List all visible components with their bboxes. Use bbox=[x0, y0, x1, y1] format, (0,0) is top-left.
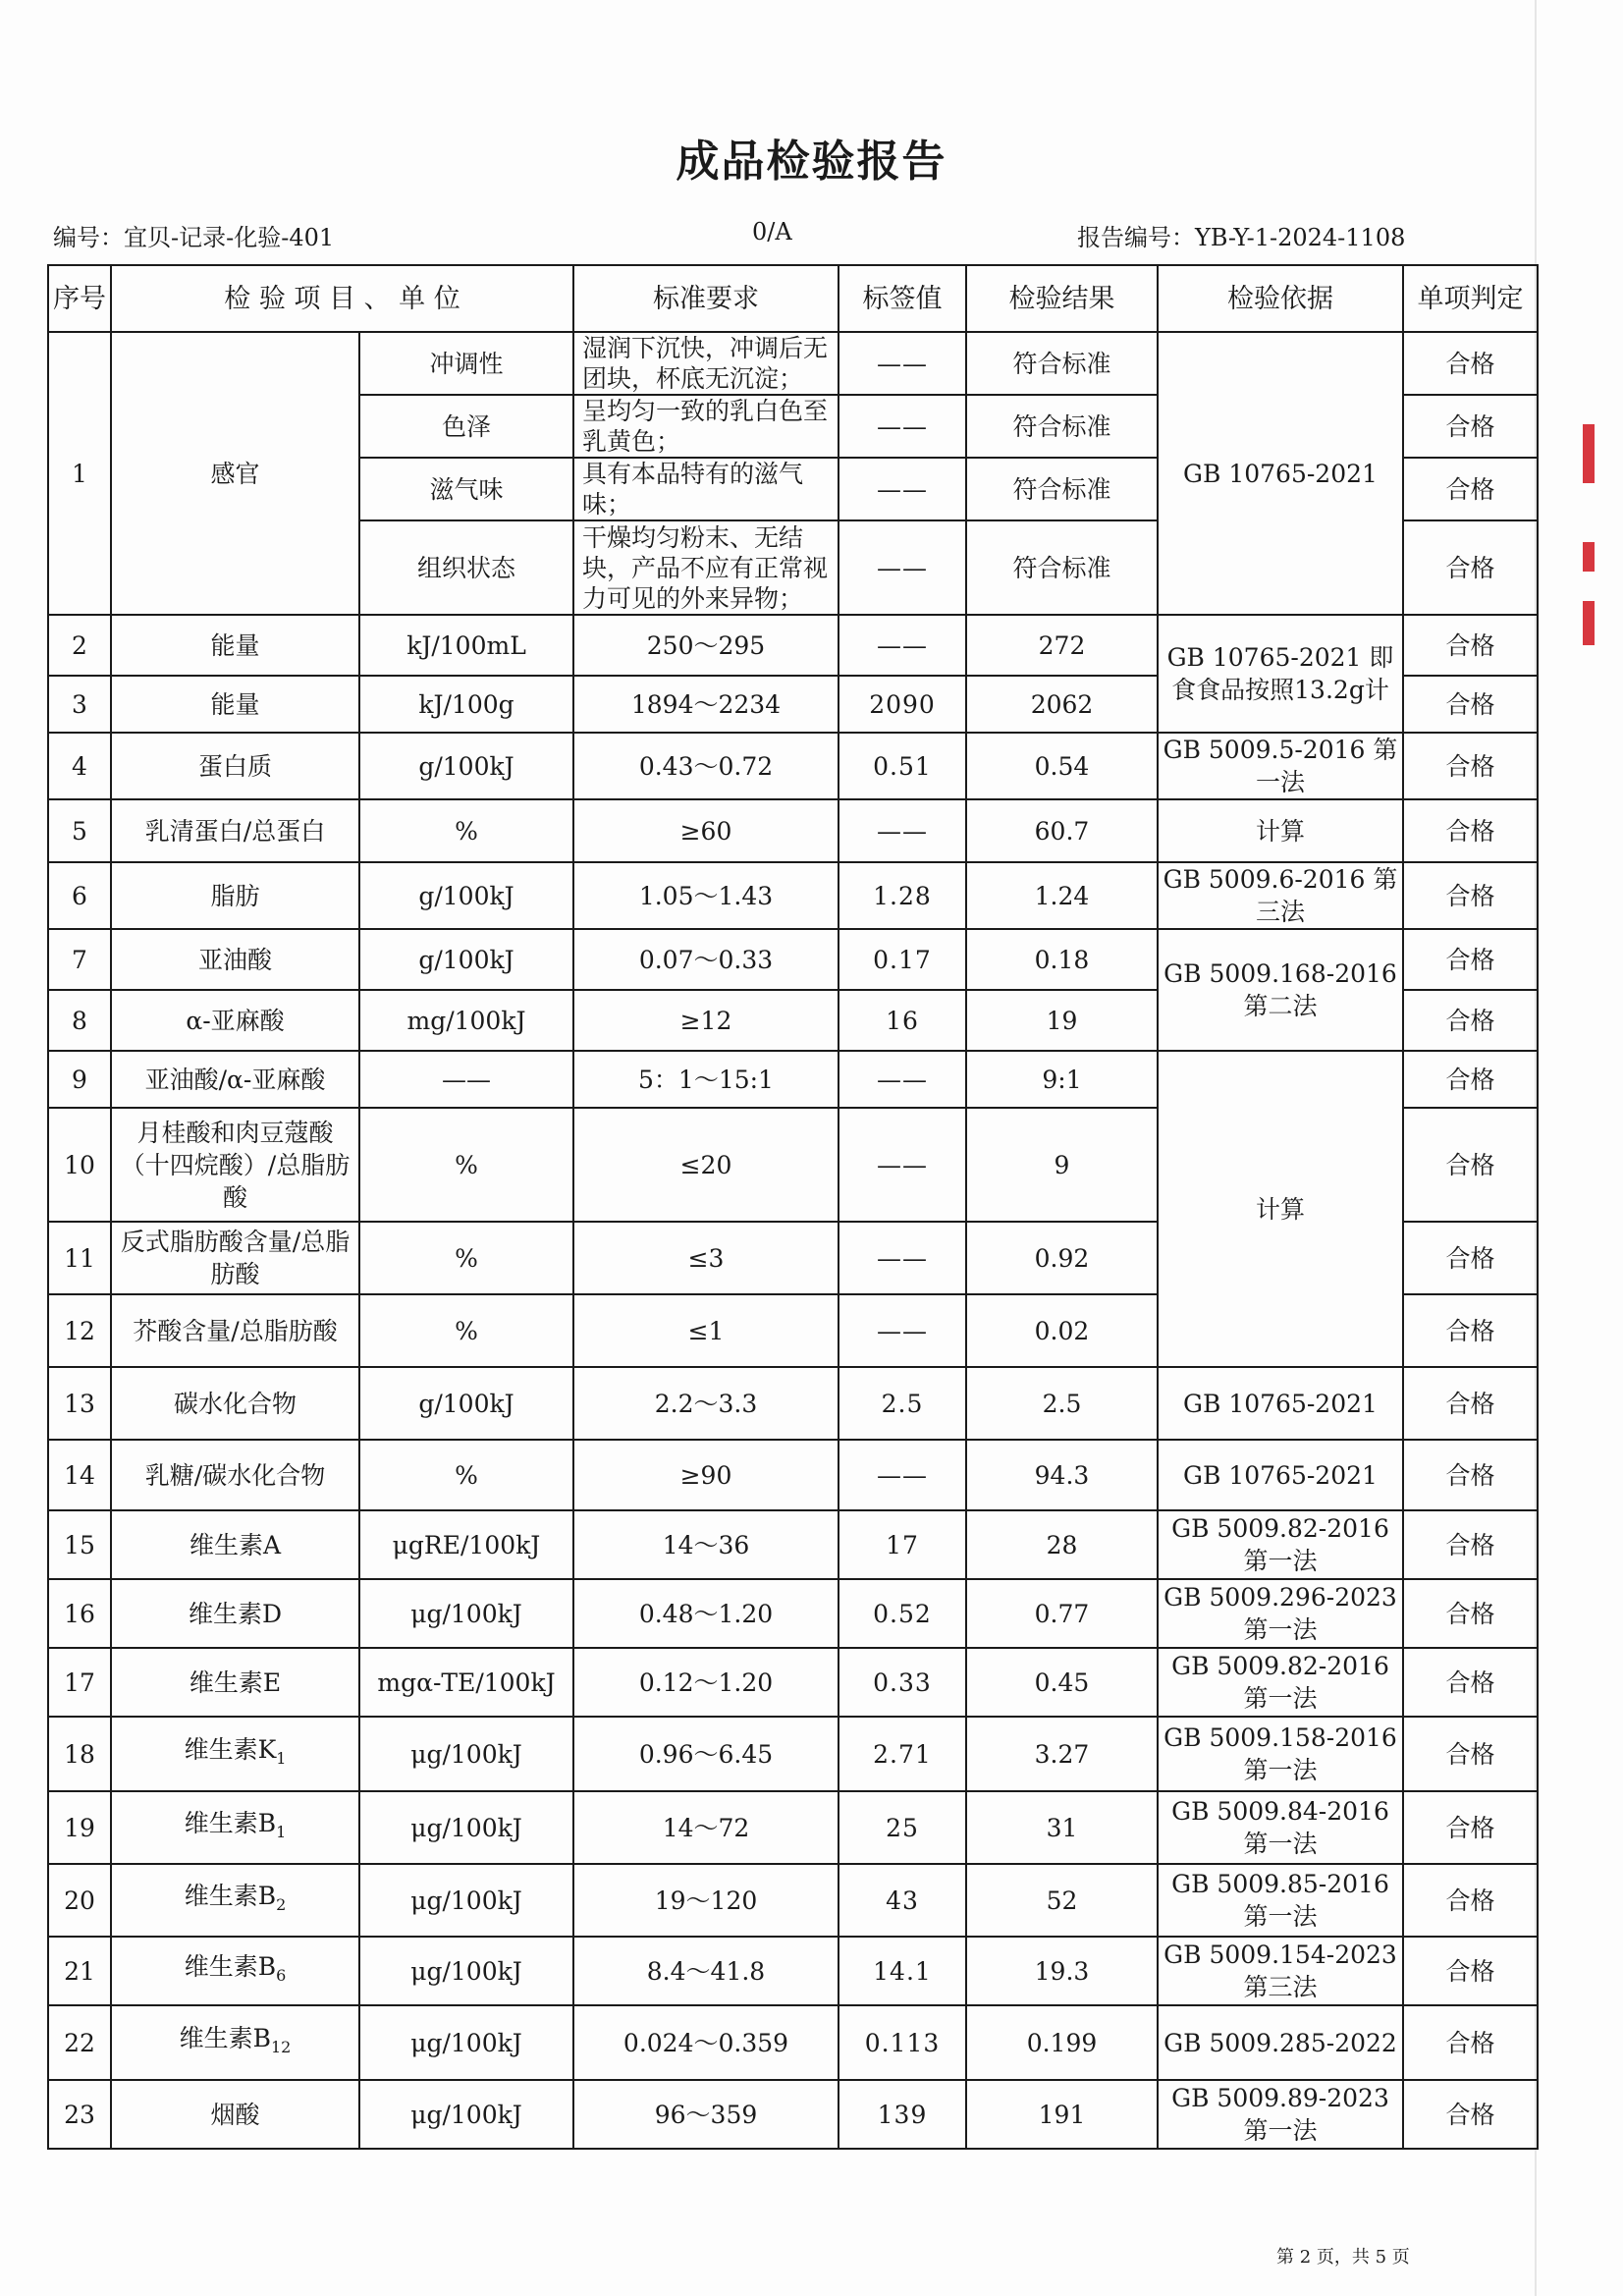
document-version: 0/A bbox=[752, 218, 792, 246]
label-value: —— bbox=[839, 615, 966, 676]
unit: kJ/100mL bbox=[359, 615, 573, 676]
item-name bbox=[111, 1864, 359, 1937]
table-row bbox=[48, 1440, 1538, 1510]
basis: GB 5009.89-2023 第一法 bbox=[1158, 2080, 1403, 2149]
table-row bbox=[48, 1648, 1538, 1717]
page-title: 成品检验报告 bbox=[676, 137, 947, 187]
item-name-text: 芥酸含量/总脂肪酸 bbox=[133, 1316, 338, 1345]
row-number: 13 bbox=[48, 1367, 111, 1440]
row-number: 5 bbox=[48, 799, 111, 862]
basis: GB 10765-2021 bbox=[1158, 332, 1403, 615]
result: 0.54 bbox=[966, 733, 1158, 799]
result: 9:1 bbox=[966, 1051, 1158, 1108]
requirement: 呈均匀一致的乳白色至乳黄色； bbox=[573, 395, 839, 458]
item-name bbox=[111, 2005, 359, 2080]
inspection-table bbox=[47, 264, 1539, 2150]
table-row bbox=[48, 929, 1538, 990]
row-number: 1 bbox=[48, 332, 111, 615]
label-value: —— bbox=[839, 458, 966, 520]
page-number: 第 2 页，共 5 页 bbox=[1276, 2247, 1410, 2268]
label-value: —— bbox=[839, 1051, 966, 1108]
item-name bbox=[111, 929, 359, 990]
item-name bbox=[111, 799, 359, 862]
verdict: 合格 bbox=[1403, 1864, 1538, 1937]
item-name bbox=[111, 1108, 359, 1222]
item-name bbox=[111, 1440, 359, 1510]
basis: GB 5009.168-2016 第二法 bbox=[1158, 929, 1403, 1051]
item-name-text: 月桂酸和肉豆蔻酸（十四烷酸）/总脂肪酸 bbox=[120, 1118, 351, 1212]
requirement: 14～36 bbox=[573, 1510, 839, 1579]
item-name-text: α-亚麻酸 bbox=[186, 1006, 285, 1035]
unit: μg/100kJ bbox=[359, 1579, 573, 1648]
result: 0.02 bbox=[966, 1294, 1158, 1367]
requirement: ≥60 bbox=[573, 799, 839, 862]
header-no: 序号 bbox=[48, 265, 111, 332]
label-value: 0.51 bbox=[839, 733, 966, 799]
header-basis: 检验依据 bbox=[1158, 265, 1403, 332]
item-name bbox=[111, 1791, 359, 1864]
result: 28 bbox=[966, 1510, 1158, 1579]
requirement: 5：1～15:1 bbox=[573, 1051, 839, 1108]
table-body bbox=[48, 332, 1538, 2149]
unit: μg/100kJ bbox=[359, 1717, 573, 1791]
basis: GB 5009.84-2016 第一法 bbox=[1158, 1791, 1403, 1864]
item-name bbox=[111, 1648, 359, 1717]
label-value: —— bbox=[839, 1440, 966, 1510]
item-name-text: 维生素B bbox=[184, 1952, 277, 1981]
row-number: 14 bbox=[48, 1440, 111, 1510]
label-value: 139 bbox=[839, 2080, 966, 2149]
header-verdict: 单项判定 bbox=[1403, 265, 1538, 332]
unit: μg/100kJ bbox=[359, 1937, 573, 2005]
header-requirement: 标准要求 bbox=[573, 265, 839, 332]
result: 94.3 bbox=[966, 1440, 1158, 1510]
result: 2.5 bbox=[966, 1367, 1158, 1440]
table-header-row bbox=[48, 265, 1538, 332]
unit: % bbox=[359, 799, 573, 862]
label-value: 0.33 bbox=[839, 1648, 966, 1717]
verdict: 合格 bbox=[1403, 990, 1538, 1051]
verdict: 合格 bbox=[1403, 395, 1538, 458]
unit: g/100kJ bbox=[359, 862, 573, 929]
item-subscript: 2 bbox=[276, 1895, 287, 1914]
result: 0.45 bbox=[966, 1648, 1158, 1717]
verdict: 合格 bbox=[1403, 332, 1538, 395]
item-name-text: 反式脂肪酸含量/总脂肪酸 bbox=[120, 1228, 351, 1288]
basis: 计算 bbox=[1158, 1051, 1403, 1367]
table-row bbox=[48, 1864, 1538, 1937]
label-value: 43 bbox=[839, 1864, 966, 1937]
item-name-text: 亚油酸/α-亚麻酸 bbox=[144, 1065, 326, 1094]
verdict: 合格 bbox=[1403, 1051, 1538, 1108]
item-name bbox=[111, 1579, 359, 1648]
unit: mg/100kJ bbox=[359, 990, 573, 1051]
result: 符合标准 bbox=[966, 520, 1158, 615]
item-name bbox=[111, 1294, 359, 1367]
item-name: 色泽 bbox=[359, 395, 573, 458]
requirement: 8.4～41.8 bbox=[573, 1937, 839, 2005]
item-name: 滋气味 bbox=[359, 458, 573, 520]
basis: GB 10765-2021 bbox=[1158, 1367, 1403, 1440]
label-value: 2090 bbox=[839, 676, 966, 733]
basis: GB 10765-2021 即食食品按照13.2g计 bbox=[1158, 615, 1403, 733]
basis: GB 5009.154-2023 第三法 bbox=[1158, 1937, 1403, 2005]
requirement: 1894～2234 bbox=[573, 676, 839, 733]
item-name: 组织状态 bbox=[359, 520, 573, 615]
row-number: 18 bbox=[48, 1717, 111, 1791]
result: 0.92 bbox=[966, 1222, 1158, 1294]
verdict: 合格 bbox=[1403, 615, 1538, 676]
requirement: 0.024～0.359 bbox=[573, 2005, 839, 2080]
item-name-text: 碳水化合物 bbox=[173, 1389, 297, 1418]
row-number: 11 bbox=[48, 1222, 111, 1294]
item-name bbox=[111, 676, 359, 733]
table-row bbox=[48, 1717, 1538, 1791]
item-name bbox=[111, 1222, 359, 1294]
label-value: 2.5 bbox=[839, 1367, 966, 1440]
verdict: 合格 bbox=[1403, 2080, 1538, 2149]
unit: % bbox=[359, 1108, 573, 1222]
row-number: 10 bbox=[48, 1108, 111, 1222]
item-subscript: 1 bbox=[276, 1823, 287, 1841]
result: 19 bbox=[966, 990, 1158, 1051]
row-number: 9 bbox=[48, 1051, 111, 1108]
seal-stamp-fragment bbox=[1579, 424, 1598, 660]
basis: GB 5009.85-2016 第一法 bbox=[1158, 1864, 1403, 1937]
basis: GB 10765-2021 bbox=[1158, 1440, 1403, 1510]
table-row bbox=[48, 799, 1538, 862]
result: 符合标准 bbox=[966, 332, 1158, 395]
item-name bbox=[111, 1937, 359, 2005]
label-value: 25 bbox=[839, 1791, 966, 1864]
verdict: 合格 bbox=[1403, 733, 1538, 799]
requirement: 干燥均匀粉末、无结块，产品不应有正常视力可见的外来异物； bbox=[573, 520, 839, 615]
verdict: 合格 bbox=[1403, 458, 1538, 520]
table-row bbox=[48, 2080, 1538, 2149]
item-name-text: 蛋白质 bbox=[197, 751, 272, 781]
item-name-text: 维生素B bbox=[184, 1882, 277, 1910]
basis: GB 5009.6-2016 第三法 bbox=[1158, 862, 1403, 929]
verdict: 合格 bbox=[1403, 676, 1538, 733]
item-name-text: 能量 bbox=[210, 689, 260, 719]
label-value: 0.52 bbox=[839, 1579, 966, 1648]
item-name bbox=[111, 862, 359, 929]
requirement: 0.43～0.72 bbox=[573, 733, 839, 799]
item-name bbox=[111, 2080, 359, 2149]
item-name-text: 乳糖/碳水化合物 bbox=[144, 1460, 326, 1490]
label-value: 0.17 bbox=[839, 929, 966, 990]
row-number: 15 bbox=[48, 1510, 111, 1579]
result: 0.199 bbox=[966, 2005, 1158, 2080]
document-code: 编号：宜贝-记录-化验-401 bbox=[53, 224, 335, 251]
result: 60.7 bbox=[966, 799, 1158, 862]
verdict: 合格 bbox=[1403, 1222, 1538, 1294]
requirement: 96～359 bbox=[573, 2080, 839, 2149]
item-name-text: 维生素D bbox=[188, 1599, 283, 1628]
item-name-text: 维生素B bbox=[184, 1809, 277, 1837]
label-value: 0.113 bbox=[839, 2005, 966, 2080]
row-number: 22 bbox=[48, 2005, 111, 2080]
table-row bbox=[48, 1510, 1538, 1579]
label-value: 1.28 bbox=[839, 862, 966, 929]
verdict: 合格 bbox=[1403, 862, 1538, 929]
verdict: 合格 bbox=[1403, 1648, 1538, 1717]
header-label-value: 标签值 bbox=[839, 265, 966, 332]
item-name bbox=[111, 1051, 359, 1108]
requirement: 1.05～1.43 bbox=[573, 862, 839, 929]
result: 符合标准 bbox=[966, 458, 1158, 520]
row-number: 17 bbox=[48, 1648, 111, 1717]
row-number: 3 bbox=[48, 676, 111, 733]
verdict: 合格 bbox=[1403, 1108, 1538, 1222]
basis: GB 5009.82-2016 第一法 bbox=[1158, 1510, 1403, 1579]
label-value: —— bbox=[839, 799, 966, 862]
result: 0.77 bbox=[966, 1579, 1158, 1648]
verdict: 合格 bbox=[1403, 1510, 1538, 1579]
label-value: 2.71 bbox=[839, 1717, 966, 1791]
result: 符合标准 bbox=[966, 395, 1158, 458]
header-result: 检验结果 bbox=[966, 265, 1158, 332]
row-number: 4 bbox=[48, 733, 111, 799]
verdict: 合格 bbox=[1403, 1367, 1538, 1440]
item-name-text: 亚油酸 bbox=[197, 945, 272, 974]
result: 9 bbox=[966, 1108, 1158, 1222]
report-number: 报告编号：YB-Y-1-2024-1108 bbox=[1077, 224, 1406, 251]
item-name-text: 乳清蛋白/总蛋白 bbox=[144, 816, 326, 846]
unit: μgRE/100kJ bbox=[359, 1510, 573, 1579]
table-row bbox=[48, 1791, 1538, 1864]
result: 2062 bbox=[966, 676, 1158, 733]
item-name-text: 维生素B bbox=[179, 2024, 271, 2052]
unit: g/100kJ bbox=[359, 733, 573, 799]
verdict: 合格 bbox=[1403, 1717, 1538, 1791]
table-row bbox=[48, 332, 1538, 395]
verdict: 合格 bbox=[1403, 1937, 1538, 2005]
row-number: 19 bbox=[48, 1791, 111, 1864]
label-value: —— bbox=[839, 520, 966, 615]
item-name-text: 维生素E bbox=[189, 1667, 282, 1697]
label-value: —— bbox=[839, 332, 966, 395]
table-row bbox=[48, 1579, 1538, 1648]
result: 3.27 bbox=[966, 1717, 1158, 1791]
item-name-text: 能量 bbox=[210, 630, 260, 660]
requirement: ≤3 bbox=[573, 1222, 839, 1294]
item-subscript: 6 bbox=[276, 1966, 287, 1985]
basis: GB 5009.296-2023 第一法 bbox=[1158, 1579, 1403, 1648]
table-row bbox=[48, 615, 1538, 676]
requirement: 14～72 bbox=[573, 1791, 839, 1864]
unit: μg/100kJ bbox=[359, 1791, 573, 1864]
basis: GB 5009.285-2022 bbox=[1158, 2005, 1403, 2080]
row-number: 21 bbox=[48, 1937, 111, 2005]
item-name-text: 维生素A bbox=[189, 1530, 282, 1559]
table-row bbox=[48, 1367, 1538, 1440]
item-name bbox=[111, 1367, 359, 1440]
label-value: —— bbox=[839, 1108, 966, 1222]
row-number: 23 bbox=[48, 2080, 111, 2149]
table-row bbox=[48, 1051, 1538, 1108]
requirement: 250～295 bbox=[573, 615, 839, 676]
verdict: 合格 bbox=[1403, 929, 1538, 990]
basis: 计算 bbox=[1158, 799, 1403, 862]
verdict: 合格 bbox=[1403, 1440, 1538, 1510]
result: 1.24 bbox=[966, 862, 1158, 929]
item-name-text: 维生素K bbox=[184, 1735, 277, 1764]
row-number: 8 bbox=[48, 990, 111, 1051]
item-subscript: 1 bbox=[276, 1749, 287, 1768]
result: 19.3 bbox=[966, 1937, 1158, 2005]
label-value: —— bbox=[839, 1222, 966, 1294]
requirement: 19～120 bbox=[573, 1864, 839, 1937]
verdict: 合格 bbox=[1403, 520, 1538, 615]
unit: μg/100kJ bbox=[359, 2005, 573, 2080]
unit: kJ/100g bbox=[359, 676, 573, 733]
requirement: 2.2～3.3 bbox=[573, 1367, 839, 1440]
row-number: 20 bbox=[48, 1864, 111, 1937]
table-row bbox=[48, 2005, 1538, 2080]
table-row bbox=[48, 862, 1538, 929]
unit: % bbox=[359, 1440, 573, 1510]
requirement: 0.96～6.45 bbox=[573, 1717, 839, 1791]
result: 0.18 bbox=[966, 929, 1158, 990]
row-number: 16 bbox=[48, 1579, 111, 1648]
requirement: 湿润下沉快，冲调后无团块，杯底无沉淀； bbox=[573, 332, 839, 395]
requirement: ≤1 bbox=[573, 1294, 839, 1367]
unit: μg/100kJ bbox=[359, 2080, 573, 2149]
header-item-unit: 检 验 项 目 、 单 位 bbox=[111, 265, 573, 332]
row-number: 12 bbox=[48, 1294, 111, 1367]
item-subscript: 12 bbox=[271, 2038, 292, 2056]
result: 52 bbox=[966, 1864, 1158, 1937]
requirement: 0.12～1.20 bbox=[573, 1648, 839, 1717]
item-name bbox=[111, 1717, 359, 1791]
label-value: —— bbox=[839, 1294, 966, 1367]
row-number: 7 bbox=[48, 929, 111, 990]
verdict: 合格 bbox=[1403, 2005, 1538, 2080]
basis: GB 5009.82-2016 第一法 bbox=[1158, 1648, 1403, 1717]
requirement: ≥12 bbox=[573, 990, 839, 1051]
item-name bbox=[111, 733, 359, 799]
unit: % bbox=[359, 1294, 573, 1367]
requirement: 0.48～1.20 bbox=[573, 1579, 839, 1648]
table-row bbox=[48, 733, 1538, 799]
item-name: 冲调性 bbox=[359, 332, 573, 395]
table-row bbox=[48, 1937, 1538, 2005]
item-name-text: 脂肪 bbox=[210, 881, 260, 910]
item-name bbox=[111, 615, 359, 676]
item-name bbox=[111, 1510, 359, 1579]
verdict: 合格 bbox=[1403, 799, 1538, 862]
row-number: 6 bbox=[48, 862, 111, 929]
label-value: 17 bbox=[839, 1510, 966, 1579]
unit: % bbox=[359, 1222, 573, 1294]
basis: GB 5009.5-2016 第一法 bbox=[1158, 733, 1403, 799]
requirement: ≥90 bbox=[573, 1440, 839, 1510]
unit: g/100kJ bbox=[359, 929, 573, 990]
label-value: 16 bbox=[839, 990, 966, 1051]
item-category: 感官 bbox=[111, 332, 359, 615]
result: 272 bbox=[966, 615, 1158, 676]
label-value: —— bbox=[839, 395, 966, 458]
verdict: 合格 bbox=[1403, 1579, 1538, 1648]
requirement: ≤20 bbox=[573, 1108, 839, 1222]
row-number: 2 bbox=[48, 615, 111, 676]
unit: mgα-TE/100kJ bbox=[359, 1648, 573, 1717]
basis: GB 5009.158-2016 第一法 bbox=[1158, 1717, 1403, 1791]
unit: —— bbox=[359, 1051, 573, 1108]
requirement: 0.07～0.33 bbox=[573, 929, 839, 990]
verdict: 合格 bbox=[1403, 1791, 1538, 1864]
unit: μg/100kJ bbox=[359, 1864, 573, 1937]
result: 31 bbox=[966, 1791, 1158, 1864]
item-name-text: 烟酸 bbox=[210, 2100, 260, 2129]
result: 191 bbox=[966, 2080, 1158, 2149]
requirement: 具有本品特有的滋气味； bbox=[573, 458, 839, 520]
item-name bbox=[111, 990, 359, 1051]
label-value: 14.1 bbox=[839, 1937, 966, 2005]
unit: g/100kJ bbox=[359, 1367, 573, 1440]
verdict: 合格 bbox=[1403, 1294, 1538, 1367]
